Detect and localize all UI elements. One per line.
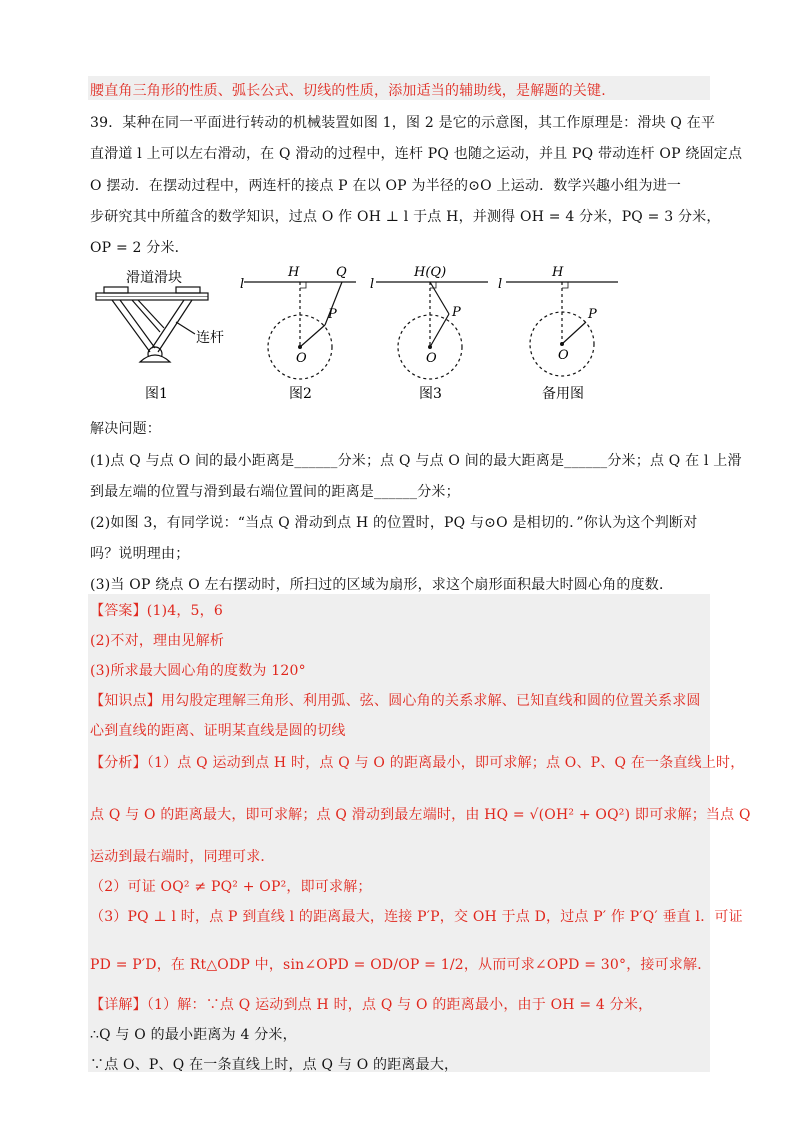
fig2-o: O xyxy=(296,351,307,366)
fig2-q: Q xyxy=(336,265,347,280)
analysis-line-6: PD = P′D，在 Rt△ODP 中，sin∠OPD = OD/OP = 1/2，从而可求∠OPD = 30°，接可求解． xyxy=(90,957,712,973)
question-line-5: OP = 2 分米． xyxy=(90,240,189,256)
solve-heading: 解决问题： xyxy=(90,421,161,437)
question-line-1: 39．某种在同一平面进行转动的机械装置如图 1，图 2 是它的示意图，其工作原理是：滑块 Q 在平 xyxy=(90,115,716,131)
fig1-mechanism xyxy=(96,287,208,362)
fig2-h: H xyxy=(288,265,300,280)
fig4-h: H xyxy=(552,265,564,280)
fig1-label-rod: 连杆 xyxy=(196,330,224,346)
fig3-point-o xyxy=(428,345,432,349)
analysis-line-5: （3）PQ ⊥ l 时，点 P 到直线 l 的距离最大，连接 P′P，交 OH 于点 D，过点 P′ 作 P′Q′ 垂直 l．可证 xyxy=(90,909,743,925)
question-line-3: O 摆动．在摆动过程中，两连杆的接点 P 在以 OP 为半径的⊙O 上运动．数学兴趣小组为进一 xyxy=(90,178,682,194)
detail-line-1: 【详解】（1）解：∵点 Q 运动到点 H 时，点 Q 与 O 的距离最小，由于 OH = 4 分米， xyxy=(90,997,653,1013)
knowledge-line-1: 【知识点】用勾股定理解三角形、利用弧、弦、圆心角的关系求解、已知直线和圆的位置关系求圆 xyxy=(90,693,701,709)
fig3-l: l xyxy=(370,277,375,292)
fig3-p: P xyxy=(452,305,461,320)
answer-line-2: (2)不对，理由见解析 xyxy=(90,633,225,649)
fig2-point-o xyxy=(298,345,302,349)
fig4-point-o xyxy=(560,342,564,346)
analysis-line-4: （2）可证 OQ² ≠ PQ² + OP²，即可求解； xyxy=(90,879,372,895)
fig4-o: O xyxy=(558,348,569,363)
fig2-l: l xyxy=(240,277,245,292)
fig1-label-track: 滑道滑块 xyxy=(126,270,182,286)
fig2-p: P xyxy=(328,307,337,322)
analysis-line-2: 点 Q 与 O 的距离最大，即可求解；点 Q 滑动到最左端时，由 HQ = √(OH² + OQ²) 即可求解；当点 Q xyxy=(90,807,751,823)
part-line-1: (1)点 Q 与点 O 间的最小距离是______分米；点 Q 与点 O 间的最大距离是______分米；点 Q 在 l 上滑 xyxy=(90,453,742,469)
answer-line-3: (3)所求最大圆心角的度数为 120° xyxy=(90,663,306,679)
fig3-o: O xyxy=(426,351,437,366)
fig4-p: P xyxy=(588,307,597,322)
top-note: 腰直角三角形的性质、弧长公式、切线的性质，添加适当的辅助线，是解题的关键. xyxy=(90,83,606,99)
question-line-4: 步研究其中所蕴含的数学知识，过点 O 作 OH ⊥ l 于点 H，并测得 OH = 4 分米，PQ = 3 分米， xyxy=(90,209,721,225)
detail-line-2: ∴Q 与 O 的最小距离为 4 分米， xyxy=(90,1027,297,1043)
part-line-3: (2)如图 3，有同学说：“当点 Q 滑动到点 H 的位置时，PQ 与⊙O 是相切的．”你认为这个判断对 xyxy=(90,515,698,531)
analysis-line-3: 运动到最右端时，同理可求． xyxy=(90,849,275,865)
answer-line-1: 【答案】(1)4，5，6 xyxy=(90,603,223,619)
fig2-caption: 图2 xyxy=(289,386,312,402)
figures xyxy=(0,262,800,402)
fig3-hq: H(Q) xyxy=(414,265,447,280)
analysis-line-1: 【分析】（1）点 Q 运动到点 H 时，点 Q 与 O 的距离最小，即可求解；点 O、P、Q 在一条直线上时， xyxy=(90,755,745,771)
fig4-caption: 备用图 xyxy=(542,386,584,402)
knowledge-line-2: 心到直线的距离、证明某直线是圆的切线 xyxy=(90,723,346,739)
fig4-l: l xyxy=(498,277,503,292)
question-line-2: 直滑道 l 上可以左右滑动，在 Q 滑动的过程中，连杆 PQ 也随之运动，并且 PQ 带动连杆 OP 绕固定点 xyxy=(90,146,743,162)
part-line-5: (3)当 OP 绕点 O 左右摆动时，所扫过的区域为扇形，求这个扇形面积最大时圆心角的度数． xyxy=(90,577,674,593)
part-line-4: 吗？说明理由； xyxy=(90,546,190,562)
fig3-caption: 图3 xyxy=(419,386,442,402)
detail-line-3: ∵点 O、P、Q 在一条直线上时，点 Q 与 O 的距离最大， xyxy=(90,1057,459,1073)
part-line-2: 到最左端的位置与滑到最右端位置间的距离是______分米； xyxy=(90,484,460,500)
fig1-caption: 图1 xyxy=(145,386,168,402)
